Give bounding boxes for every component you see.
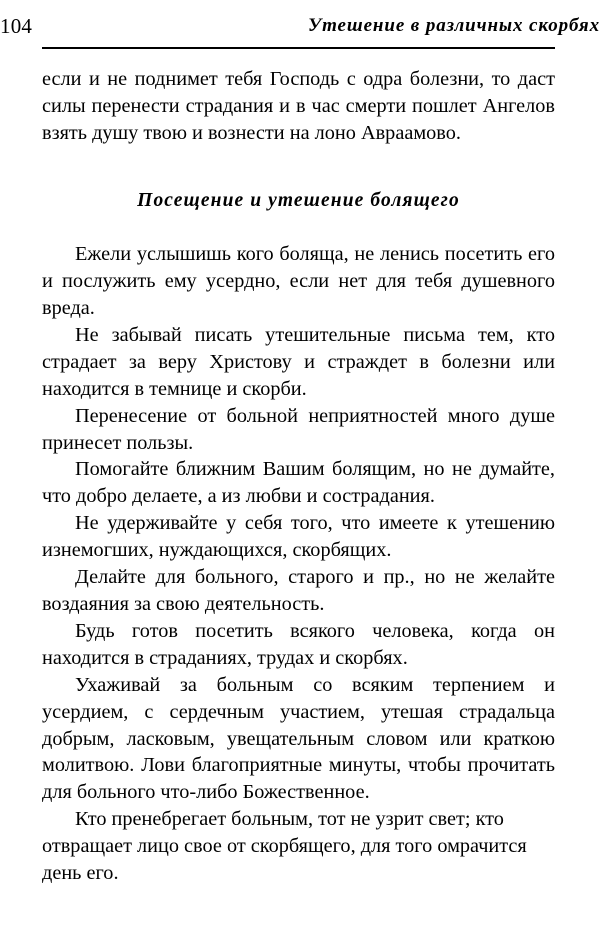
body-paragraph: Будь готов посетить всякого человека, когда он находится в страданиях, трудах и скорбях.: [42, 619, 555, 669]
continuation-paragraph: если и не поднимет тебя Господь с одра болезни, то даст силы перенести страдания и в час смерти пошлет Ангелов взять душу твою и вознести на лоно Авраамово.: [42, 68, 555, 144]
page-header: [0, 0, 600, 40]
body-paragraph: Кто пренебрегает больным, тот не узрит свет; кто отвращает лицо свое от скорбящего, для того омрачится день его.: [42, 808, 527, 885]
header-rule-divider: [42, 47, 555, 49]
body-paragraph: Перенесение от больной неприятностей много душе принесет пользы.: [42, 404, 555, 454]
body-paragraph: Не удерживайте у себя того, что имеете к утешению изнемогших, нуждающихся, скорбящих.: [42, 512, 555, 562]
running-head-title: Утешение в различных скорбях: [307, 15, 600, 36]
body-paragraph: Делайте для больного, старого и пр., но не желайте воздаяния за свою деятельность.: [42, 566, 555, 615]
body-paragraph: Ежели услышишь кого боляща, не ленись посетить его и послужить ему усердно, если нет для тебя душевного вреда.: [42, 243, 555, 320]
page-number: 104: [0, 14, 33, 38]
body-paragraph: Помогайте ближним Вашим болящим, но не думайте, что добро делаете, а из любви и сострадания.: [42, 458, 555, 508]
body-paragraph: Не забывай писать утешительные письма тем, кто страдает за веру Христову и страждет в болезни или находится в темнице и скорби.: [42, 323, 555, 400]
page-body: [42, 66, 555, 887]
body-paragraph: Ухаживай за больным со всяким терпением и усердием, с сердечным участием, утешая страдальца добрым, ласковым, увещательным словом или краткою молитвою. Лови благоприятные минуты, чтобы прочитать для больного что-либо Божественное.: [42, 673, 555, 804]
section-heading: Посещение и утешение болящего: [137, 189, 460, 211]
